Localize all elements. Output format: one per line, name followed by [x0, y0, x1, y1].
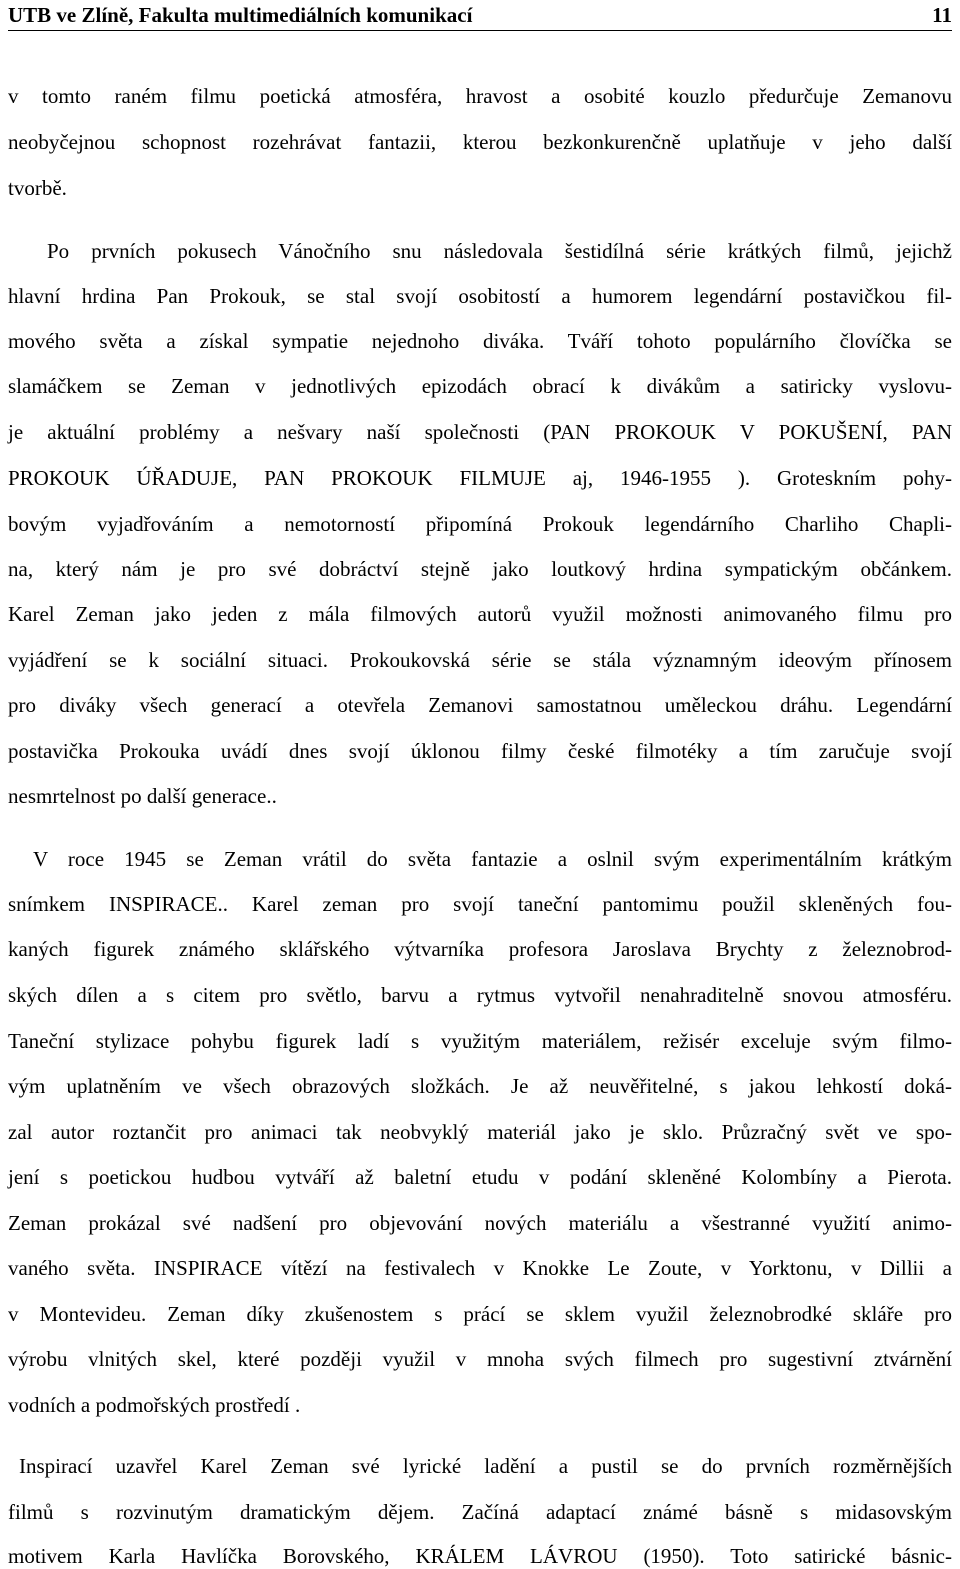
text-line: nesmrtelnost po další generace.. — [8, 784, 277, 808]
text-line: motivem Karla Havlíčka Borovského, KRÁLEM LÁVROU (1950). Toto satirické básnic- — [8, 1544, 952, 1568]
text-line: vodních a podmořských prostředí . — [8, 1393, 301, 1417]
text-line: Karel Zeman jako jeden z mála filmových autorů využil možnosti animovaného filmu pro — [8, 602, 952, 626]
text-line: bovým vyjadřováním a nemotorností připomíná Prokouk legendárního Charliho Chapli- — [8, 512, 952, 536]
text-line: vým uplatněním ve všech obrazových složkách. Je až neuvěřitelné, s jakou lehkostí doká- — [8, 1074, 952, 1098]
text-line: v tomto raném filmu poetická atmosféra, hravost a osobité kouzlo předurčuje Zemanovu — [8, 84, 952, 108]
text-line: tvorbě. — [8, 176, 67, 200]
page-number: 11 — [932, 3, 952, 27]
text-line: slamáčkem se Zeman v jednotlivých epizodách obrací k divákům a satiricky vyslovu- — [8, 374, 952, 398]
text-line: Po prvních pokusech Vánočního snu následovala šestidílná série krátkých filmů, jejichž — [47, 239, 952, 263]
text-line: V roce 1945 se Zeman vrátil do světa fantazie a oslnil svým experimentálním krátkým — [33, 847, 952, 871]
text-line: snímkem INSPIRACE.. Karel zeman pro svojí taneční pantomimu použil skleněných fou- — [8, 892, 952, 916]
text-line: Zeman prokázal své nadšení pro objevování nových materiálu a všestranné využití animo- — [8, 1211, 952, 1235]
text-line: je aktuální problémy a nešvary naší společnosti (PAN PROKOUK V POKUŠENÍ, PAN — [8, 420, 952, 444]
text-line: filmů s rozvinutým dramatickým dějem. Začíná adaptací známé básně s midasovským — [8, 1500, 952, 1524]
text-line: ských dílen a s citem pro světlo, barvu a rytmus vytvořil nenahraditelně snovou atmosféru. — [8, 983, 952, 1007]
text-line: vyjádření se k sociální situaci. Prokoukovská série se stála významným ideovým přínosem — [8, 648, 952, 672]
text-line: jení s poetickou hudbou vytváří až baletní etudu v podání skleněné Kolombíny a Pierota. — [8, 1165, 952, 1189]
text-line: neobyčejnou schopnost rozehrávat fantazii, kterou bezkonkurenčně uplatňuje v jeho další — [8, 130, 952, 154]
text-line: na, který nám je pro své dobráctví stejně jako loutkový hrdina sympatickým občánkem. — [8, 557, 952, 581]
text-line: PROKOUK ÚŘADUJE, PAN PROKOUK FILMUJE aj, 1946-1955 ). Groteskním pohy- — [8, 466, 952, 490]
text-line: kaných figurek známého sklářského výtvarníka profesora Jaroslava Brychty z železnobrod- — [8, 937, 952, 961]
text-line: postavička Prokouka uvádí dnes svojí úklonou filmy české filmotéky a tím zaručuje svojí — [8, 739, 952, 763]
text-line: vaného světa. INSPIRACE vítězí na festivalech v Knokke Le Zoute, v Yorktonu, v Dillii a — [8, 1256, 952, 1280]
text-line: hlavní hrdina Pan Prokouk, se stal svojí osobitostí a humorem legendární postavičkou fil- — [8, 284, 952, 308]
text-line: Taneční stylizace pohybu figurek ladí s využitým materiálem, režisér exceluje svým filmo- — [8, 1029, 952, 1053]
text-line: zal autor roztančit pro animaci tak neobvyklý materiál jako je sklo. Průzračný svět ve spo- — [8, 1120, 952, 1144]
header-divider — [8, 30, 952, 31]
text-line: v Montevideu. Zeman díky zkušenostem s prácí se sklem využil železnobrodké skláře pro — [8, 1302, 952, 1326]
text-line: mového světa a získal sympatie nejednoho diváka. Tváří tohoto populárního človíčka se — [8, 329, 952, 353]
text-line: výrobu vlnitých skel, které později využil v mnoha svých filmech pro sugestivní ztvárnění — [8, 1347, 952, 1371]
text-line: pro diváky všech generací a otevřela Zemanovi samostatnou uměleckou dráhu. Legendární — [8, 693, 952, 717]
text-line: Inspirací uzavřel Karel Zeman své lyrické ladění a pustil se do prvních rozměrnějších — [19, 1454, 952, 1478]
page-header — [8, 2, 952, 32]
header-title: UTB ve Zlíně, Fakulta multimediálních komunikací — [8, 3, 473, 27]
